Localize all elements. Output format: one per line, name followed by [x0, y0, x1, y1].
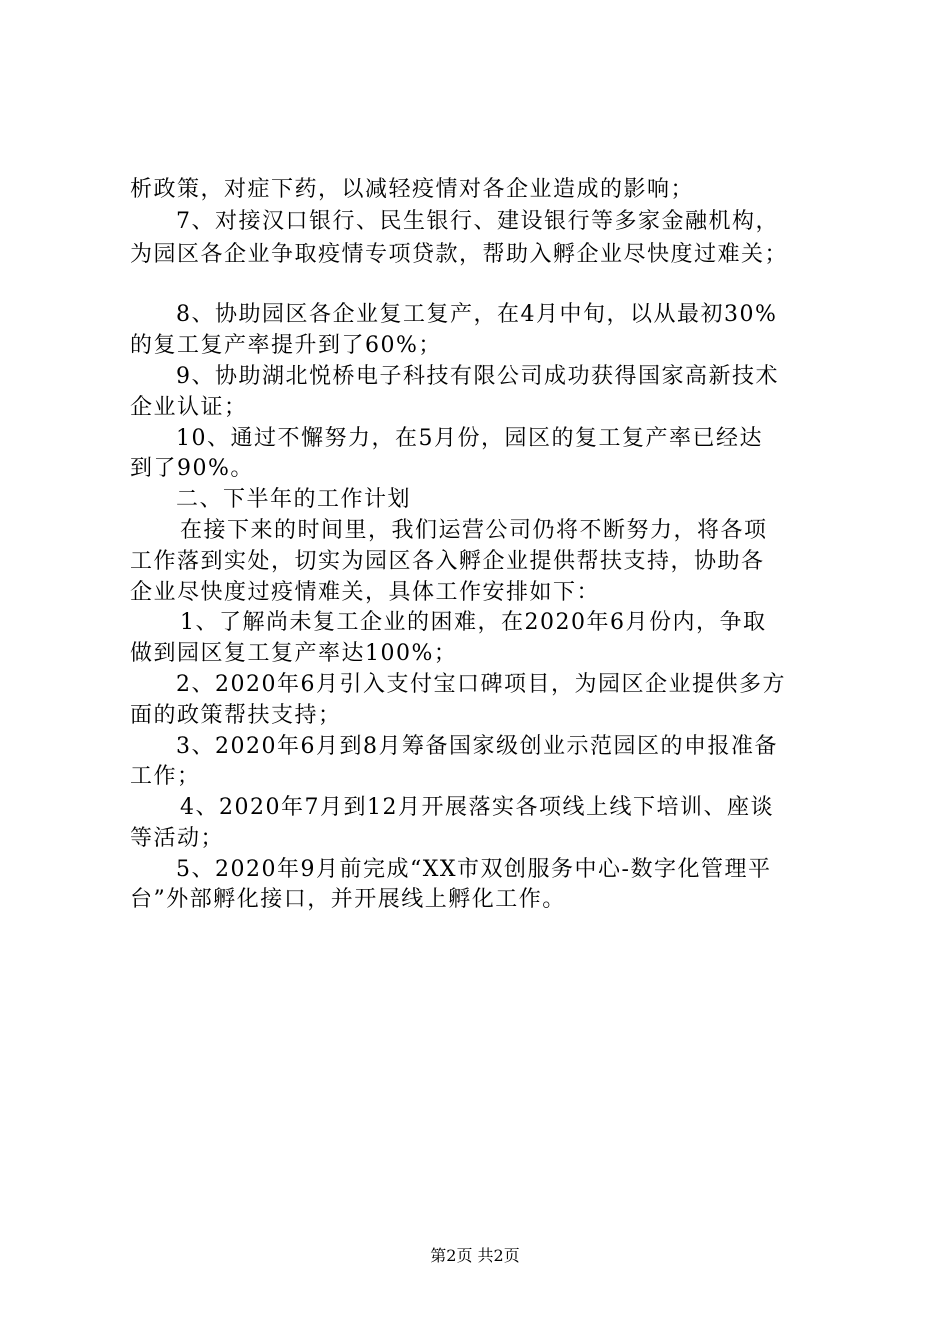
text-line: 5、2020年9月前完成“XX市双创服务中心-数字化管理平: [176, 857, 772, 882]
text-line: 析政策，对症下药，以减轻疫情对各企业造成的影响；: [130, 177, 695, 202]
text-line: 10、通过不懈努力，在5月份，园区的复工复产率已经达: [176, 426, 763, 451]
text-line: 等活动；: [130, 826, 225, 851]
text-line: 到了90%。: [130, 456, 254, 481]
text-line: 企业尽快度过疫情难关，具体工作安排如下：: [130, 580, 601, 605]
text-line: 9、协助湖北悦桥电子科技有限公司成功获得国家高新技术: [176, 364, 779, 389]
text-line: 8、协助园区各企业复工复产，在4月中旬，以从最初30%: [176, 302, 778, 327]
text-line: 7、对接汉口银行、民生银行、建设银行等多家金融机构，: [176, 209, 779, 234]
text-line: 2、2020年6月引入支付宝口碑项目，为园区企业提供多方: [176, 672, 786, 697]
text-line: 1、了解尚未复工企业的困难，在2020年6月份内，争取: [180, 610, 767, 635]
text-line: 的复工复产率提升到了60%；: [130, 333, 442, 358]
text-line: 面的政策帮扶支持；: [130, 703, 342, 728]
text-line: 为园区各企业争取疫情专项贷款，帮助入孵企业尽快度过难关；: [130, 242, 789, 267]
text-line: 工作落到实处，切实为园区各入孵企业提供帮扶支持，协助各: [130, 549, 765, 574]
text-line: 4、2020年7月到12月开展落实各项线上线下培训、座谈: [180, 795, 774, 820]
section-heading: 二、下半年的工作计划: [176, 487, 412, 512]
text-line: 企业认证；: [130, 395, 248, 420]
text-line: 3、2020年6月到8月筹备国家级创业示范园区的申报准备: [176, 734, 778, 759]
page-number-footer: 第2页 共2页: [430, 1246, 520, 1265]
text-line: 在接下来的时间里，我们运营公司仍将不断努力，将各项: [180, 518, 768, 543]
text-line: 工作；: [130, 764, 201, 789]
text-line: 做到园区复工复产率达100%；: [130, 641, 458, 666]
text-line: 台”外部孵化接口，并开展线上孵化工作。: [130, 887, 566, 912]
